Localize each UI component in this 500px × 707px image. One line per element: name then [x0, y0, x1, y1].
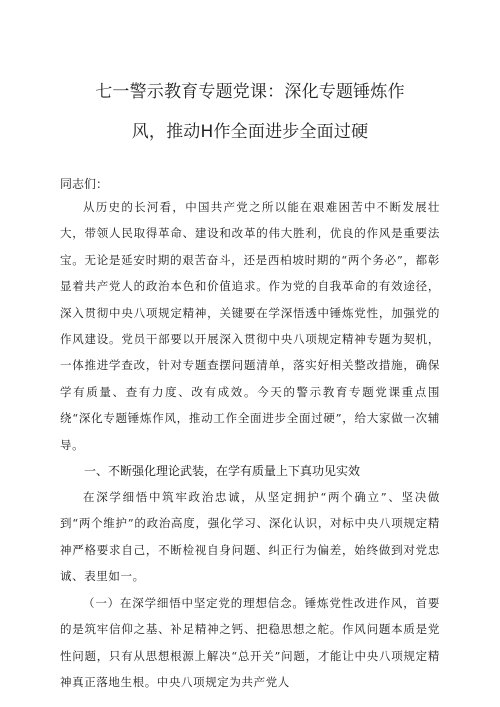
intro-paragraph: 从历史的长河看，中国共产党之所以能在艰难困苦中不断发展壮大，带领人民取得革命、建设和改革的伟大胜利，优良的作风是重要法宝。无论是延安时期的艰苦奋斗，还是西柏坡时期的“两个务必”，都彰显着共产党人的政治本色和价值追求。作为党的自我革命的有效途径，深入贯彻中央八项规定精神，关键要在学深悟透中锤炼党性，加强党的作风建设。党员干部要以开展深入贯彻中央八项规定精神专题为契机，一体推进学查改，针对专题查摆问题清单，落实好相关整改措施，确保学有质量、查有力度、改有成效。今天的警示教育专题党课重点围绕“深化专题锤炼作风，推动工作全面进步全面过硬”，给大家做一次辅导。	[60, 200, 440, 452]
document-title	[60, 0, 440, 152]
title-line-1: 七一警示教育专题党课：深化专题锤炼作	[95, 82, 405, 102]
section-1-paragraph: 在深学细悟中筑牢政治忠诚，从坚定拥护“两个确立”、坚决做到“两个维护”的政治高度，强化学习、深化认识，对标中央八项规定精神严格要求自己，不断检视自身问题、纠正行为偏差，始终做到对党忠诚、表里如一。	[60, 490, 440, 584]
salutation: 同志们：	[60, 177, 109, 191]
subsection-1-paragraph: （一）在深学细悟中坚定党的理想信念。锤炼党性改进作风，首要的是筑牢信仰之基、补足精神之钙、把稳思想之舵。作风问题本质是党性问题，只有从思想根源上解决“总开关”问题，才能让中央八项规定精神真正落地生根。中央八项规定为共产党人	[60, 595, 440, 689]
section-heading-1: 一、不断强化理论武装，在学有质量上下真功见实效	[84, 464, 361, 479]
title-line-2: 风，推动H作全面进步全面过硬	[131, 122, 369, 142]
